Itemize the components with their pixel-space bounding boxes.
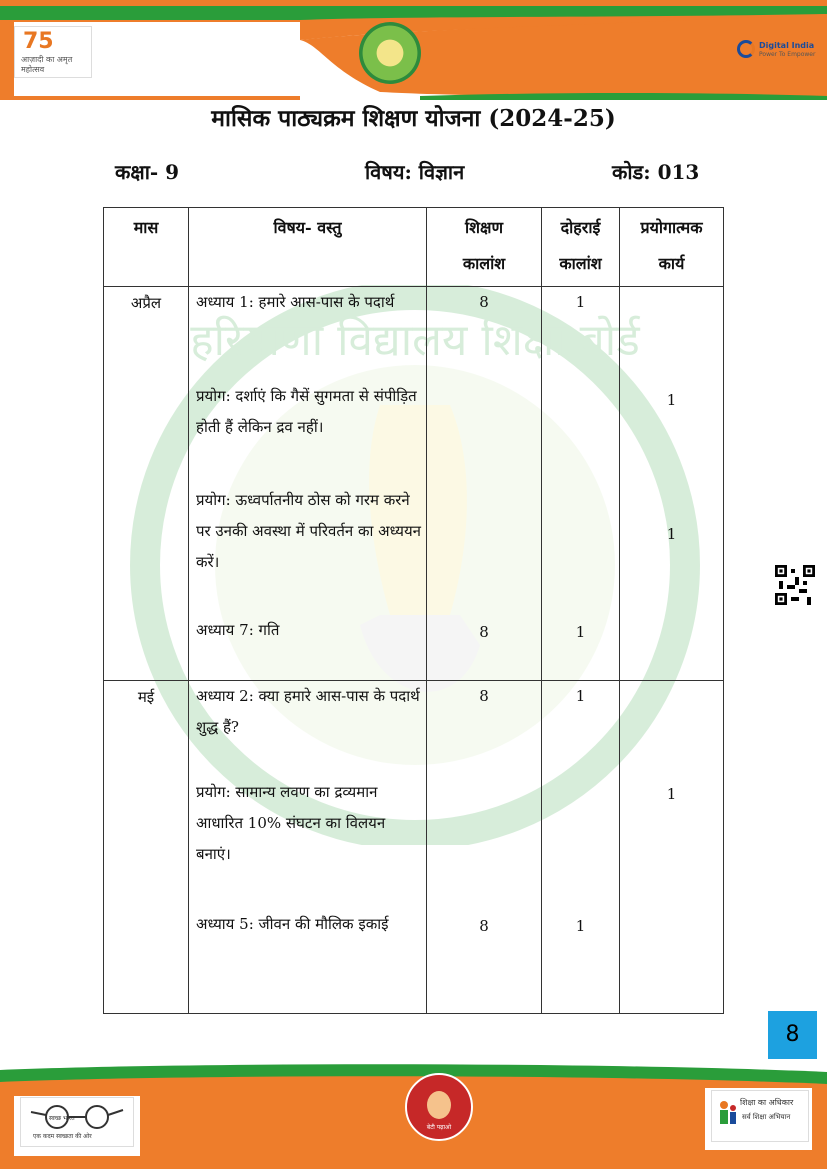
header-revision-l1: दोहराई (560, 218, 601, 237)
content-cell (189, 681, 427, 1014)
revision-value: 1 (575, 293, 586, 311)
page-title: मासिक पाठ्यक्रम शिक्षण योजना (2024-25) (211, 105, 616, 132)
header-revision-l2: कालांश (559, 254, 602, 273)
practical-cell (620, 681, 724, 1014)
topic-item: प्रयोग: दर्शाएं कि गैसें सुगमता से संपीड़ित होती हैं लेकिन द्रव नहीं। (196, 387, 417, 436)
header-content: विषय- वस्तु (189, 208, 427, 287)
code-label: कोड: 013 (612, 160, 700, 184)
azadi-text: आज़ादी का अमृत महोत्सव (21, 55, 73, 74)
digital-india-tagline: Power To Empower (759, 51, 816, 58)
subject-label: विषय: विज्ञान (365, 160, 465, 184)
glasses-icon (29, 1104, 125, 1130)
beti-padhao-label: बेटी पढ़ाओ (426, 1124, 452, 1131)
topic-item: अध्याय 5: जीवन की मौलिक इकाई (196, 915, 389, 933)
topic-item: प्रयोग: सामान्य लवण का द्रव्यमान आधारित 10% संघटन का विलयन बनाएं। (196, 783, 386, 863)
header-teaching-l2: कालांश (462, 254, 506, 273)
azadi-ka-amrit-mahotsav-logo (14, 26, 92, 78)
month-label: मई (137, 688, 155, 706)
practical-cell (620, 287, 724, 681)
digital-india-logo (737, 38, 816, 62)
header-month: मास (104, 208, 189, 287)
watermark-text: हरियाणा विद्यालय शिक्षा बोर्ड (190, 315, 640, 366)
header-practical-l2: कार्य (658, 254, 685, 273)
students-icon (716, 1099, 738, 1133)
teaching-cell (427, 287, 542, 681)
revision-cell (542, 287, 620, 681)
header-teaching-periods (427, 208, 542, 287)
swachh-title: स्वच्छ भारत (49, 1115, 75, 1122)
practical-value: 1 (666, 391, 677, 409)
teaching-cell (427, 681, 542, 1014)
table-row (104, 681, 724, 1014)
shiksha-title: शिक्षा का अधिकार (740, 1098, 794, 1107)
swachh-bharat-logo (20, 1097, 134, 1147)
topic-item: अध्याय 7: गति (196, 621, 280, 639)
digital-india-title: Digital India (759, 41, 815, 50)
header-practical-work (620, 208, 724, 287)
topic-item: प्रयोग: ऊध्वर्पातनीय ठोस को गरम करने पर उनकी अवस्था में परिवर्तन का अध्ययन करें। (196, 491, 421, 571)
practical-value: 1 (666, 525, 677, 543)
teaching-value: 8 (479, 623, 489, 641)
topic-item: अध्याय 2: क्या हमारे आस-पास के पदार्थ शुद्ध हैं? (196, 687, 420, 736)
month-cell (104, 287, 189, 681)
shiksha-ka-adhikar-logo (711, 1090, 809, 1142)
syllabus-table (103, 207, 724, 1014)
teaching-value: 8 (479, 687, 489, 705)
board-emblem-icon (359, 22, 421, 84)
table-header-row (104, 208, 724, 287)
revision-value: 1 (575, 687, 586, 705)
digital-india-icon (737, 40, 755, 58)
revision-value: 1 (575, 623, 586, 641)
month-cell (104, 681, 189, 1014)
beti-bachao-beti-padhao-logo (405, 1073, 473, 1141)
class-label: कक्षा- 9 (115, 160, 180, 184)
topic-item: अध्याय 1: हमारे आस-पास के पदार्थ (196, 293, 395, 311)
swachh-tagline: एक कदम स्वच्छता की ओर (33, 1133, 92, 1140)
shiksha-tagline: सर्व शिक्षा अभियान (742, 1113, 791, 1121)
revision-value: 1 (575, 917, 586, 935)
revision-cell (542, 681, 620, 1014)
header-revision-periods (542, 208, 620, 287)
girl-icon (427, 1091, 451, 1119)
header-practical-l1: प्रयोगात्मक (640, 218, 703, 237)
teaching-value: 8 (479, 917, 489, 935)
content-cell (189, 287, 427, 681)
teaching-value: 8 (479, 293, 489, 311)
month-label: अप्रैल (130, 294, 162, 312)
page-number: 8 (768, 1011, 817, 1059)
azadi-number: 75 (23, 29, 54, 54)
practical-value: 1 (666, 785, 677, 803)
qr-code-icon[interactable] (775, 565, 815, 605)
table-row (104, 287, 724, 681)
header-teaching-l1: शिक्षण (464, 218, 504, 237)
